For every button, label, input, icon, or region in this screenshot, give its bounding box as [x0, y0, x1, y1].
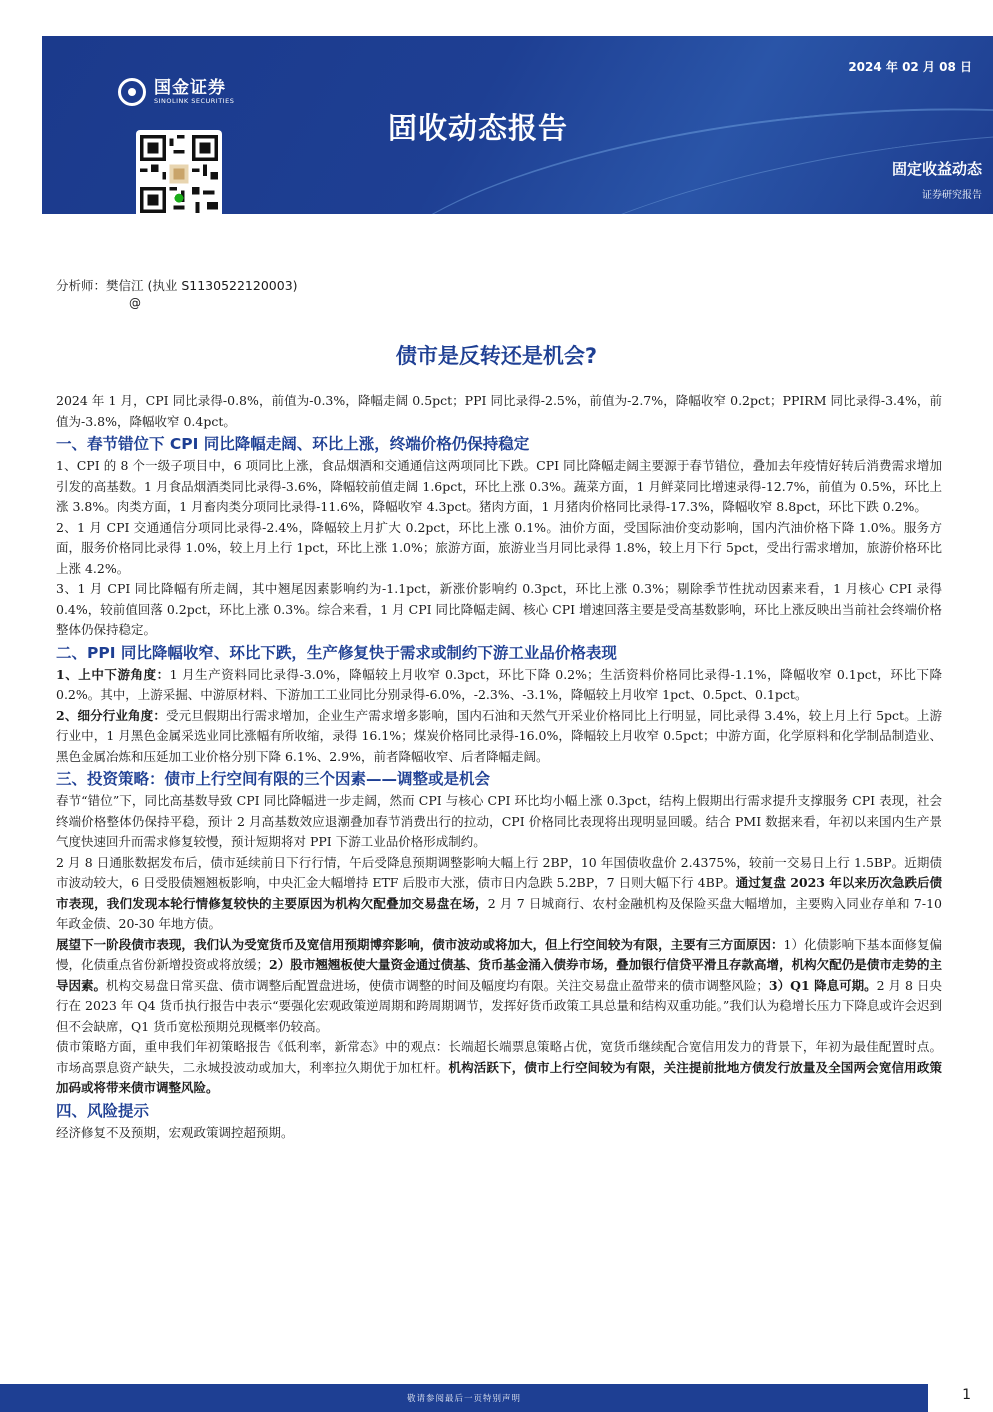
bold-text: 机构活跃下，债市上行空间较为有限，关注提前批地方债发行放量及全国两会宽信用政策加码或将带来债市调整风险。: [56, 1059, 942, 1095]
section-heading: 三、投资策略：债市上行空间有限的三个因素——调整或是机会: [56, 770, 491, 788]
text-run: 2 月 8 日通胀数据发布后，债市延续前日下行行情，午后受降息预期调整影响大幅上行 2BP，10 年国债收盘价 2.4375%，较前一交易日上行 1.5BP。近期债市波动较大，6 日受股债翘翘板影响，中央汇金大幅增持 ETF 后股市大涨，债市日内急跌 5.2BP，7 日则大幅下行 4BP。: [56, 854, 942, 890]
text-run: 1 月生产资料同比录得-3.0%，降幅较上月收窄 0.3pct，环比下降 0.2%；生活资料价格同比录得-1.1%，降幅收窄 0.1pct，环比下降 0.2%。其中，上游采掘、中游原材料、下游加工工业同比分别录得-6.0%，-2.3%、-3.1%，降幅较上月收窄 1pct、0.5pct、0.1pct。: [56, 666, 942, 702]
text-run: 债市策略方面，重申我们年初策略报告《低利率，新常态》中的观点：长端超长端票息策略占优，宽货币继续配合宽信用发力的背景下，年初为最佳配置时点。市场高票息资产缺失，二永城投波动或加大，利率拉久期优于加杠杆。: [56, 1039, 942, 1075]
section-heading: 二、PPI 同比降幅收窄、环比下跌，生产修复快于需求或制约下游工业品价格表现: [56, 643, 617, 662]
paragraph: 1、CPI 的 8 个一级子项目中，6 项同比上涨，食品烟酒和交通通信这两项同比下跌。CPI 同比降幅走阔主要源于春节错位，叠加去年疫情好转后消费需求增加引发的高基数。1 月食品烟酒类同比录得-3.6%，降幅较前值走阔 1.6pct，环比上涨 0.3%。蔬菜方面，1 月鲜菜同比增速录得-12.7%，前值为 0.5%，环比上涨 3.8%。肉类方面，1 月畜肉类分项同比录得-11.6%，降幅收窄 4.3pct。猪肉方面，1 月猪肉价格同比录得-17.3%，降幅收窄 8.8pct，环比下跌 0.2%。: [56, 458, 942, 514]
analyst-info: 分析师：樊信江 (执业 S1130522120003): [56, 278, 298, 293]
report-body: [56, 391, 942, 1143]
paragraph: 3、1 月 CPI 同比降幅有所走阔，其中翘尾因素影响约为-1.1pct，新涨价影响约 0.3pct，环比上涨 0.3%；剔除季节性扰动因素来看，1 月核心 CPI 录得 0.4%，较前值回落 0.2pct，环比上涨 0.3%。综合来看，1 月 CPI 同比降幅走阔、核心 CPI 增速回落主要是受高基数影响，环比上涨反映出当前社会终端价格整体仍保持稳定。: [56, 581, 942, 637]
bold-lead: 2、细分行业角度：: [56, 707, 166, 723]
report-type-title: 固收动态报告: [388, 111, 569, 145]
bold-text: 3）Q1 降息可期。: [768, 977, 877, 993]
section-heading: 一、春节错位下 CPI 同比降幅走阔、环比上涨，终端价格仍保持稳定: [56, 435, 530, 453]
report-header: [42, 36, 993, 214]
logo-cn-text: 国金证券: [154, 78, 226, 98]
bold-lead: 1、上中下游角度：: [56, 666, 170, 682]
text-run: 2 月 8 日央行在 2023 年 Q4 货币执行报告中表示“要强化宏观政策逆周期和跨周期调节，发挥好货币政策工具总量和结构双重功能。”我们认为稳增长压力下降息或许会迟到但不会缺席，Q1 货币宽松预期兑现概率仍较高。: [56, 977, 942, 1034]
bold-text: 通过复盘 2023 年以来历次急跌后债市表现，我们发现本轮行情修复较快的主要原因为机构欠配叠加交易盘在场，: [56, 875, 942, 911]
analyst-email: @: [129, 296, 141, 310]
paragraph: [56, 706, 942, 768]
report-date: 2024 年 02 月 08 日: [848, 60, 972, 74]
report-category: 固定收益动态: [891, 160, 982, 178]
paragraph: [56, 665, 942, 706]
text-run: 2 月 7 日城商行、农村金融机构及保险买盘大幅增加，主要购入同业存单和 7-10 年政金债、20-30 年地方债。: [56, 895, 942, 931]
footer-disclaimer: 敬请参阅最后一页特别声明: [406, 1394, 521, 1404]
paragraph: [56, 935, 942, 1038]
section-heading: 四、风险提示: [56, 1101, 150, 1120]
text-run: 机构交易盘日常买盘、债市调整后配置盘进场，使债市调整的时间及幅度均有限。关注交易盘止盈带来的债市调整风险；: [106, 977, 769, 993]
paragraph: 2、1 月 CPI 交通通信分项同比录得-2.4%，降幅较上月扩大 0.2pct，环比上涨 0.1%。油价方面，受国际油价变动影响，国内汽油价格下降 1.0%。服务方面，服务价格同比录得 1.0%，较上月上行 1pct，环比上涨 1.0%；旅游方面，旅游业当月同比录得 1.8%，较上月下行 5pct，受出行需求增加，旅游价格环比上涨 4.2%。: [56, 519, 942, 576]
page-number: 1: [962, 1387, 971, 1403]
paragraph: [56, 853, 942, 935]
paragraph: 春节“错位”下，同比高基数导致 CPI 同比降幅进一步走阔，然而 CPI 与核心 CPI 环比均小幅上涨 0.3pct，结构上假期出行需求提升支撑服务 CPI 表现，社会终端价格整体仍保持平稳，预计 2 月高基数效应退潮叠加春节消费出行的拉动，CPI 价格同比表现将出现明显回暖。结合 PMI 数据来看，年初以来国内生产景气度快速回升而需求修复较慢，预计短期将对 PPI 下游工业品价格形成制约。: [56, 793, 942, 849]
paragraph: 经济修复不及预期，宏观政策调控超预期。: [56, 1124, 294, 1140]
report-subcategory: 证券研究报告: [922, 190, 982, 201]
logo-en-text: SINOLINK SECURITIES: [154, 97, 235, 105]
paragraph: [56, 1037, 942, 1099]
qr-code-icon: [136, 130, 222, 214]
intro-paragraph: 2024 年 1 月，CPI 同比录得-0.8%，前值为-0.3%，降幅走阔 0.5pct；PPI 同比录得-2.5%，前值为-2.7%，降幅收窄 0.2pct；PPIRM 同比录得-3.4%，前值为-3.8%，降幅收窄 0.4pct。: [56, 393, 942, 429]
bold-text: 展望下一阶段债市表现，我们认为受宽货币及宽信用预期博弈影响，债市波动或将加大，但上行空间较为有限，主要有三方面原因：: [56, 936, 784, 952]
text-run: 1）化债影响下基本面修复偏慢，化债重点省份新增投资或将放缓；: [56, 936, 942, 972]
bold-text: 2）股市翘翘板使大量资金通过债基、货币基金涌入债券市场，叠加银行信贷平滑且存款高增，机构欠配仍是债市走势的主导因素。: [56, 957, 942, 993]
company-logo: [118, 78, 234, 106]
logo-icon: [118, 78, 146, 106]
report-title: 债市是反转还是机会?: [395, 344, 598, 368]
text-run: 受元旦假期出行需求增加，企业生产需求增多影响，国内石油和天然气开采业价格同比上行明显，同比录得 3.4%，较上月上行 5pct。上游行业中，1 月黑色金属采选业同比涨幅有所收缩，录得 16.1%；煤炭价格同比录得-16.0%，降幅较上月收窄 0.5pct；中游方面，化学原料和化学制品制造业、黑色金属冶炼和压延加工业价格分别下降 6.1%、2.9%，前者降幅收窄、后者降幅走阔。: [56, 707, 943, 764]
